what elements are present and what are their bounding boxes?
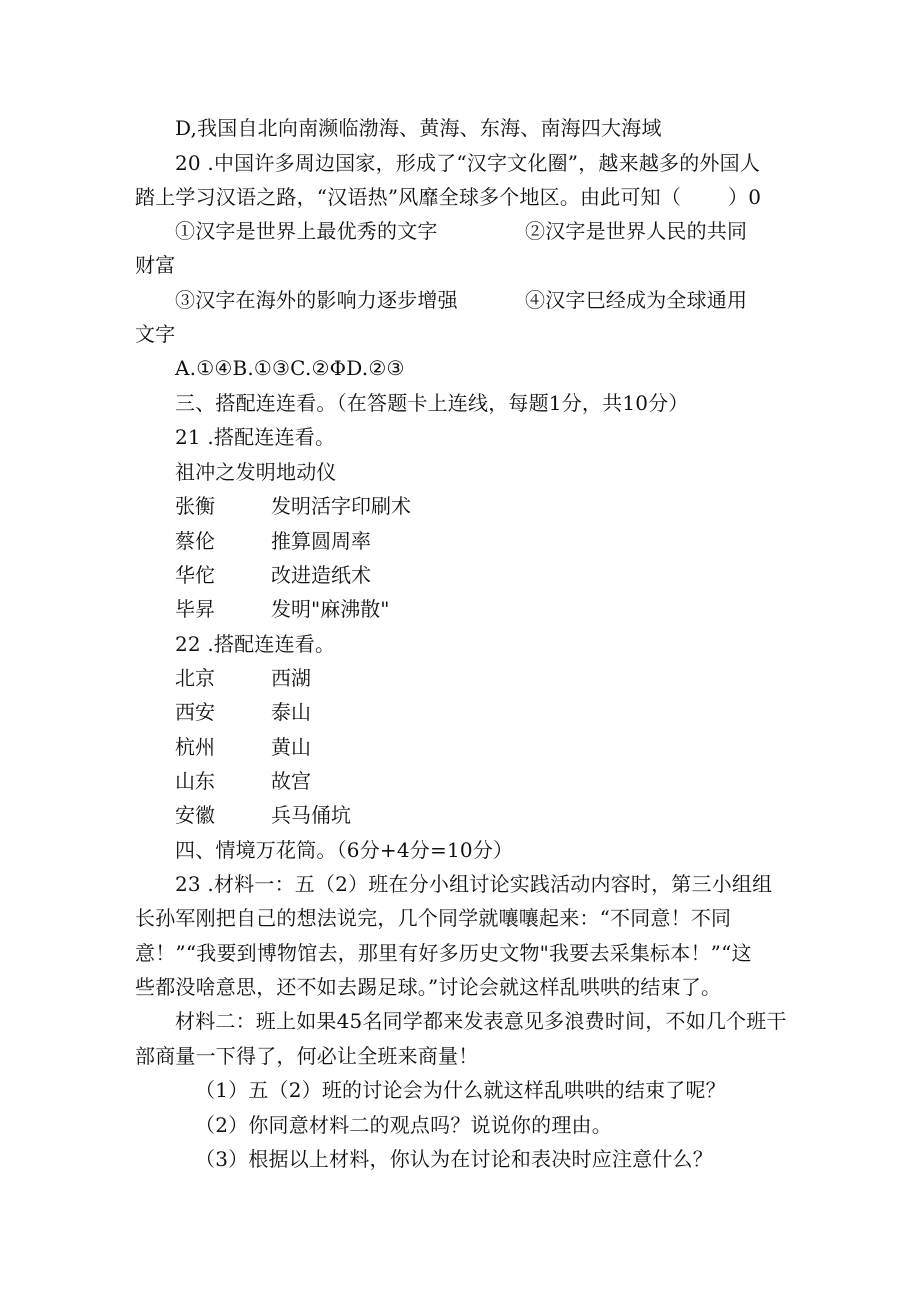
q20-choices: A.①④B.①③C.②ΦD.②③ <box>175 356 405 380</box>
q20-stem-line-1: 20 .中国许多周边国家，形成了“汉字文化圈”，越来越多的外国人 <box>175 151 761 175</box>
q19-option-d: D,我国自北向南濒临渤海、黄海、东海、南海四大海域 <box>175 116 662 140</box>
q20-option-3: ③汉字在海外的影响力逐步增强 <box>175 288 458 312</box>
q22-title: 22 .搭配连连看。 <box>175 632 336 656</box>
q23-subquestion-3: （3）根据以上材料，你认为在讨论和表决时应注意什么？ <box>195 1147 713 1171</box>
q23-material-1-line-4: 些都没啥意思，还不如去踢足球。”讨论会就这样乱哄哄的结束了。 <box>135 975 722 999</box>
q21-pair-right: 发明活字印刷术 <box>271 494 411 518</box>
q20-stem-line-2: 踏上学习汉语之路，“汉语热”风靡全球多个地区。由此可知（ ）0 <box>135 185 762 209</box>
q22-pair-left: 北京 <box>175 666 215 690</box>
q22-pair-left: 山东 <box>175 769 215 793</box>
q23-subquestion-1: （1）五（2）班的讨论会为什么就这样乱哄哄的结束了呢？ <box>195 1078 726 1102</box>
q21-title: 21 .搭配连连看。 <box>175 425 336 449</box>
q21-pair-left: 张衡 <box>175 494 215 518</box>
q22-pair-right: 故宫 <box>271 769 311 793</box>
q20-option-2-continued: 财富 <box>135 253 176 277</box>
section-3-title: 三、搭配连连看。（在答题卡上连线，每题1分，共10分） <box>175 391 689 415</box>
q21-pair-right: 改进造纸术 <box>271 563 371 587</box>
q20-option-4: ④汉字巳经成为全球通用 <box>525 288 748 312</box>
q21-first-line: 祖冲之发明地动仪 <box>175 460 337 484</box>
q21-pair-left: 华佗 <box>175 563 215 587</box>
q23-subquestion-2: （2）你同意材料二的观点吗？说说你的理由。 <box>195 1113 612 1137</box>
q23-material-1-line-2: 长孙军刚把自己的想法说完，几个同学就嚷嚷起来：“不同意！不同 <box>135 906 732 930</box>
q20-option-2: ②汉字是世界人民的共同 <box>525 219 748 243</box>
q22-pair-left: 杭州 <box>175 735 215 759</box>
q22-pair-right: 兵马俑坑 <box>271 803 351 827</box>
q23-material-2-line-1: 材料二：班上如果45名同学都来发表意见多浪费时间，不如几个班干 <box>175 1009 787 1033</box>
q23-material-1-line-1: 23 .材料一：五（2）班在分小组讨论实践活动内容时，第三小组组 <box>175 872 773 896</box>
q22-pair-right: 黄山 <box>271 735 311 759</box>
q22-pair-right: 西湖 <box>271 666 311 690</box>
q22-pair-left: 安徽 <box>175 803 215 827</box>
q21-pair-right: 发明"麻沸散" <box>271 597 390 621</box>
q21-pair-left: 蔡伦 <box>175 529 215 553</box>
q23-material-2-line-2: 部商量一下得了，何必让全班来商量！ <box>135 1044 479 1068</box>
q21-pair-right: 推算圆周率 <box>271 529 371 553</box>
q21-pair-left: 毕昇 <box>175 597 215 621</box>
q22-pair-right: 泰山 <box>271 700 311 724</box>
q20-option-1: ①汉字是世界上最优秀的文字 <box>175 219 438 243</box>
section-4-title: 四、情境万花筒。（6分+4分=10分） <box>175 838 514 862</box>
q22-pair-left: 西安 <box>175 700 215 724</box>
q23-material-1-line-3: 意！”“我要到博物馆去，那里有好多历史文物"我要去采集标本！”“这 <box>135 941 752 965</box>
q20-option-4-continued: 文字 <box>135 322 176 346</box>
